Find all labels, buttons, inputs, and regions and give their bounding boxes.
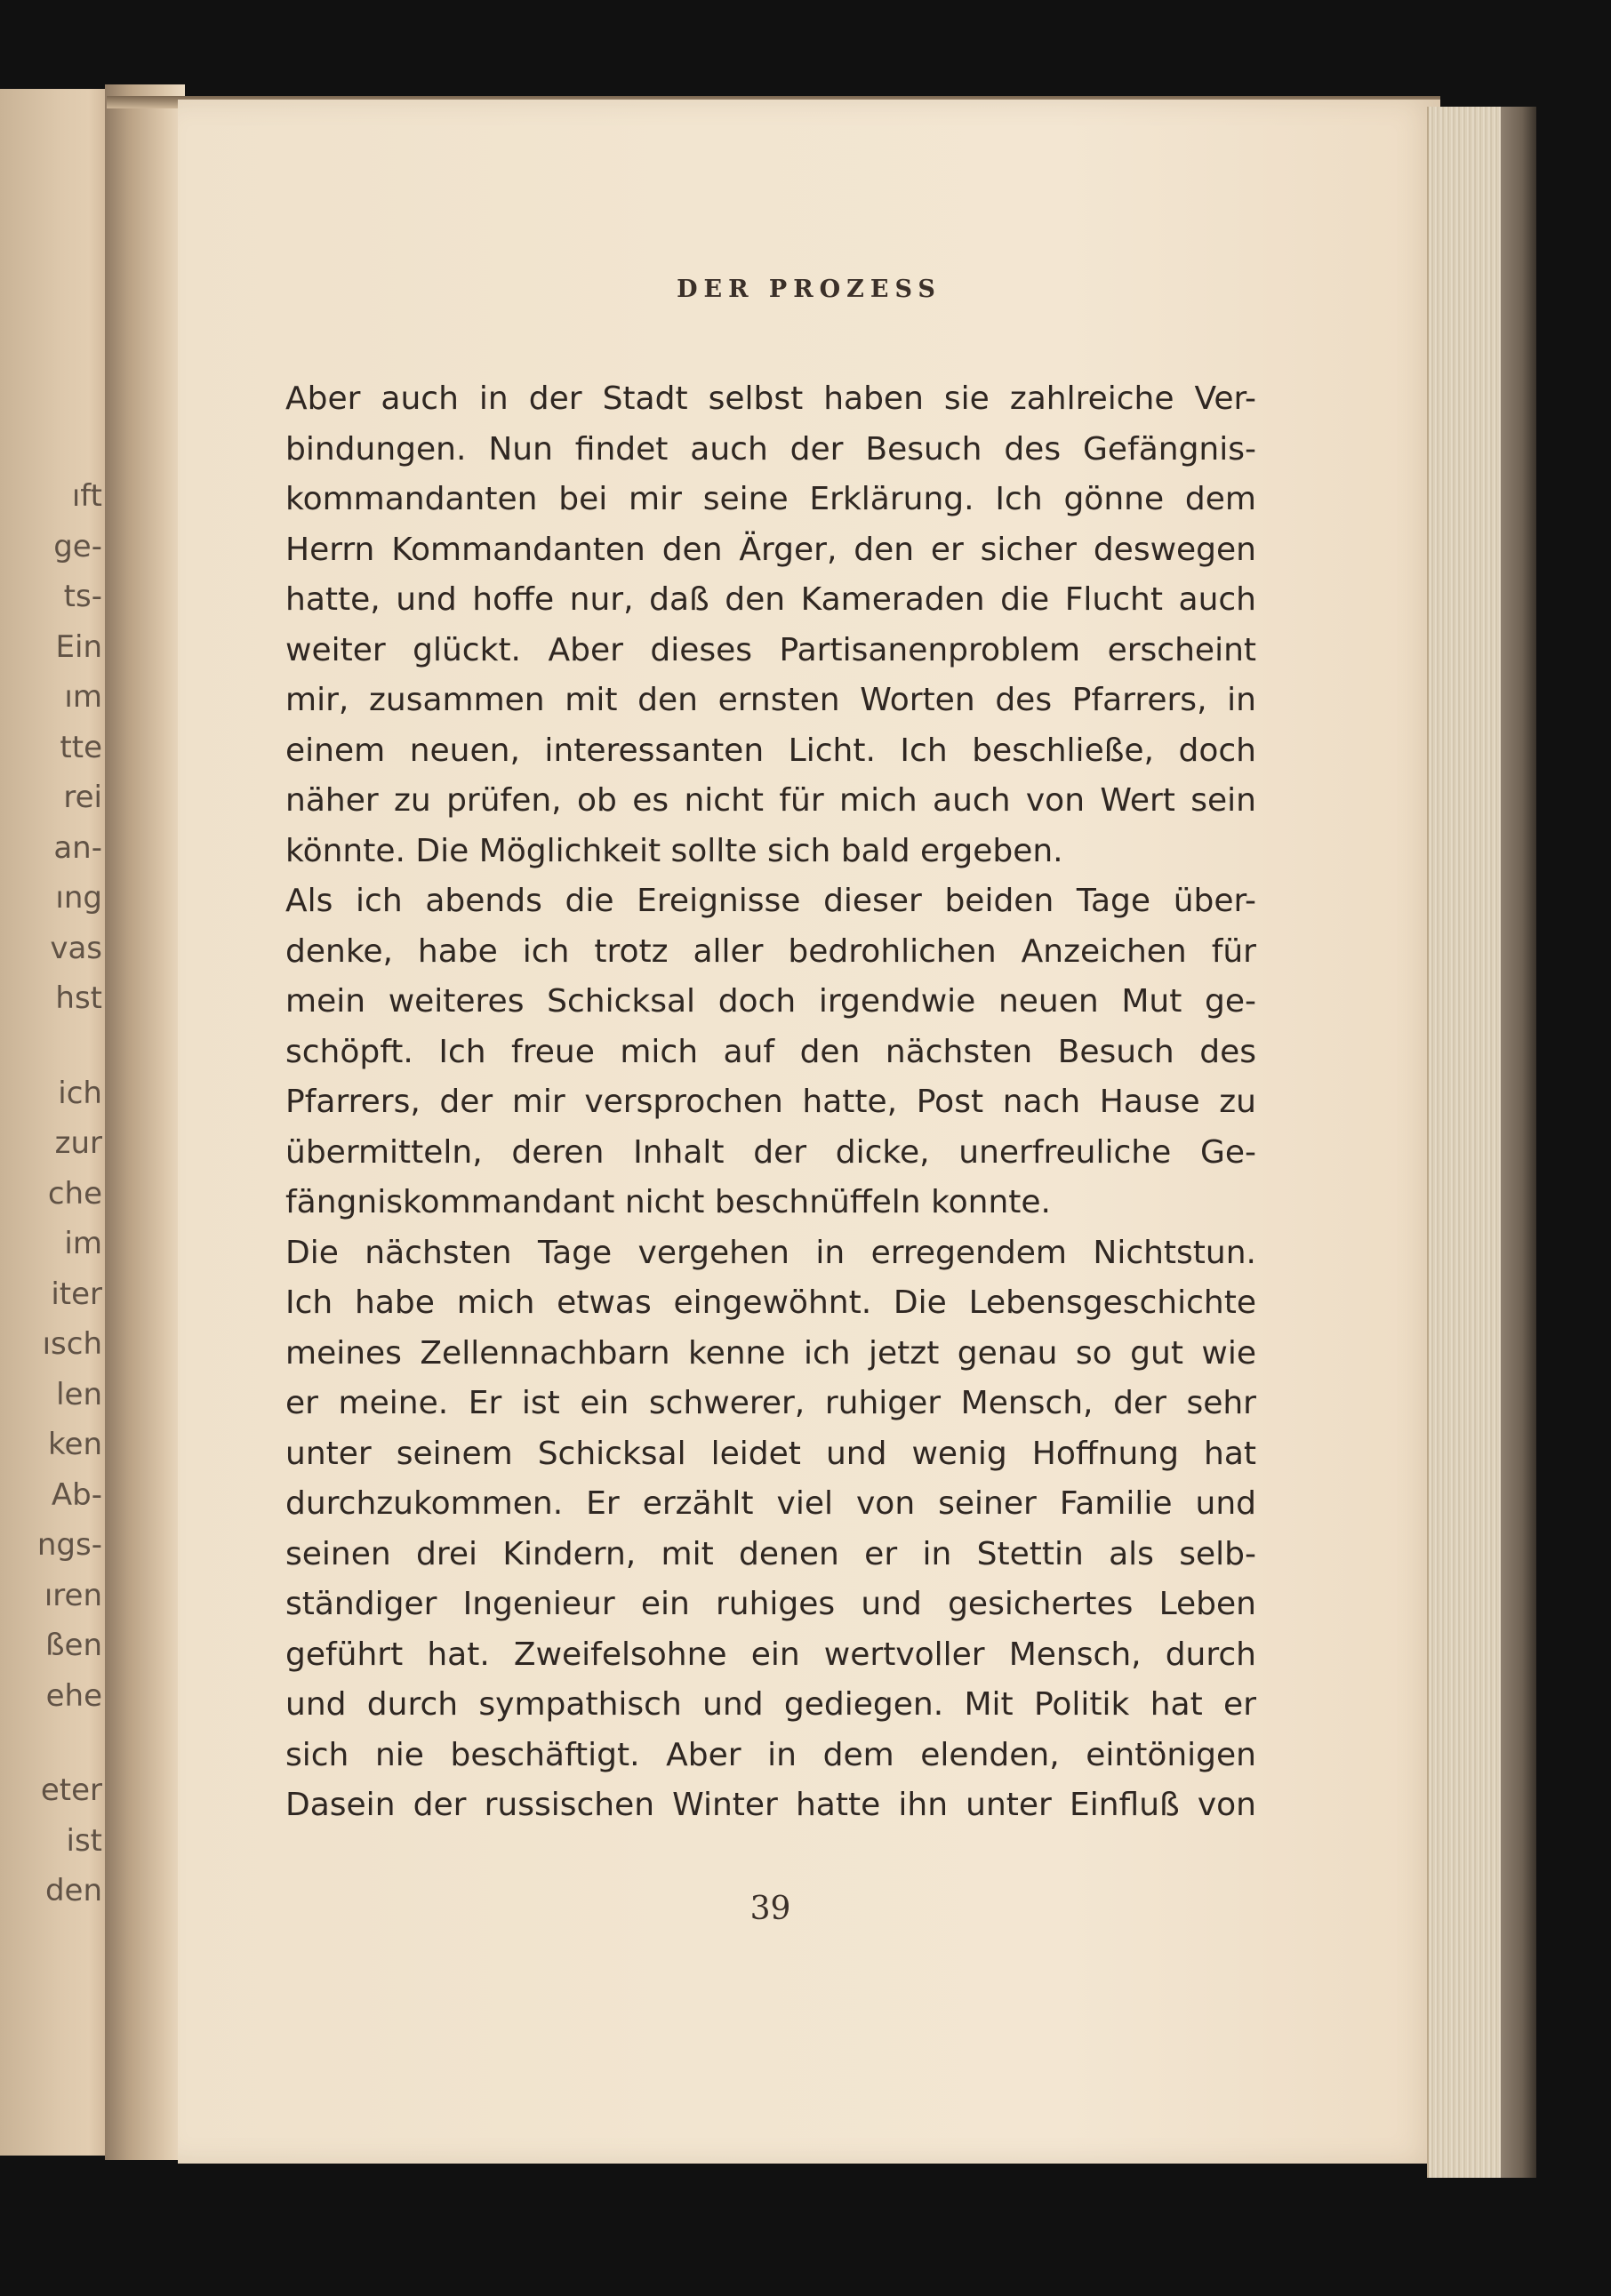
text-line: Ich habe mich etwas eingewöhnt. Die Lebensgeschichte — [285, 1284, 1256, 1321]
previous-page-fragment: che — [47, 1175, 102, 1212]
previous-page-fragment: ist — [66, 1822, 102, 1859]
running-head: DER PROZESS — [677, 276, 942, 303]
text-line: könnte. Die Möglichkeit sollte sich bald ergeben. — [285, 832, 1063, 869]
previous-page-fragment: ts- — [63, 579, 102, 614]
text-line: übermitteln, deren Inhalt der dicke, unerfreuliche Ge- — [285, 1133, 1256, 1171]
previous-page-fragment: ısch — [42, 1326, 102, 1362]
text-line: fängniskommandant nicht beschnüffeln konnte. — [285, 1184, 1051, 1220]
text-line: Als ich abends die Ereignisse dieser beiden Tage über- — [285, 883, 1256, 919]
page-number: 39 — [749, 1891, 791, 1927]
text-line: hatte, und hoffe nur, daß den Kameraden die Flucht auch — [285, 581, 1256, 618]
book-gutter — [105, 84, 185, 2160]
previous-page-fragment: ım — [64, 679, 102, 715]
previous-page-fragment: vas — [50, 930, 102, 966]
text-line: und durch sympathisch und gediegen. Mit Politik hat er — [285, 1686, 1256, 1723]
text-line: er meine. Er ist ein schwerer, ruhiger Mensch, der sehr — [285, 1385, 1256, 1421]
previous-page-fragment: eter — [40, 1772, 102, 1808]
text-line: ständiger Ingenieur ein ruhiges und gesichertes Leben — [285, 1586, 1256, 1622]
text-line: seinen drei Kindern, mit denen er in Stettin als selb- — [285, 1535, 1256, 1572]
previous-page-fragment: ge- — [53, 528, 102, 564]
previous-page-fragment: ßen — [45, 1628, 102, 1663]
text-line: Pfarrers, der mir versprochen hatte, Post nach Hause zu — [285, 1084, 1256, 1120]
previous-page-fragment: iter — [51, 1276, 102, 1312]
previous-page-fragment: ıng — [55, 880, 102, 916]
text-line: schöpft. Ich freue mich auf den nächsten Besuch des — [285, 1033, 1256, 1070]
text-line: durchzukommen. Er erzählt viel von seiner Familie und — [285, 1485, 1256, 1522]
text-line: Aber auch in der Stadt selbst haben sie zahlreiche Ver- — [285, 380, 1256, 417]
text-line: bindungen. Nun findet auch der Besuch des Gefängnis- — [285, 430, 1256, 468]
text-line: unter seinem Schicksal leidet und wenig Hoffnung hat — [285, 1435, 1256, 1472]
previous-page-fragment: ıren — [44, 1577, 102, 1613]
text-line: mir, zusammen mit den ernsten Worten des Pfarrers, in — [285, 682, 1256, 718]
text-line: meines Zellennachbarn kenne ich jetzt genau so gut wie — [285, 1334, 1256, 1372]
previous-page-fragment — [0, 1024, 111, 1068]
text-line: denke, habe ich trotz aller bedrohlichen Anzeichen für — [285, 932, 1256, 970]
text-line: weiter glückt. Aber dieses Partisanenproblem erscheint — [285, 631, 1256, 668]
text-line: Die nächsten Tage vergehen in erregendem Nichtstun. — [285, 1234, 1256, 1271]
text-line: geführt hat. Zweifelsohne ein wertvoller Mensch, durch — [285, 1636, 1256, 1673]
previous-page-fragment: im — [64, 1226, 102, 1261]
text-line: mein weiteres Schicksal doch irgendwie neuen Mut ge- — [285, 983, 1256, 1020]
previous-page-fragment: ich — [58, 1075, 102, 1111]
previous-page-fragment: hst — [55, 980, 102, 1016]
previous-page-fragment: tte — [60, 729, 102, 765]
previous-page-fragment: Ein — [55, 628, 102, 665]
text-line: Dasein der russischen Winter hatte ihn unter Einfluß von — [285, 1787, 1256, 1823]
previous-page-fragment: len — [56, 1376, 102, 1412]
previous-page-fragment: ngs- — [36, 1527, 102, 1563]
page-body-text — [285, 374, 1256, 1831]
previous-page-text-fragments — [0, 471, 111, 1982]
previous-page-fragment: ken — [48, 1427, 102, 1462]
previous-page-fragment: Ab- — [51, 1476, 102, 1513]
book-cover-edge — [1501, 107, 1536, 2178]
previous-page-fragment: ehe — [45, 1677, 102, 1714]
previous-page — [0, 89, 111, 2156]
text-line: Herrn Kommandanten den Ärger, den er sicher deswegen — [285, 531, 1256, 568]
previous-page-fragment: rei — [63, 780, 102, 815]
previous-page-fragment: ıft — [71, 478, 102, 514]
text-line: sich nie beschäftigt. Aber in dem elenden, eintönigen — [285, 1736, 1256, 1773]
previous-page-fragment: zur — [54, 1125, 102, 1161]
text-line: kommandanten bei mir seine Erklärung. Ich gönne dem — [285, 481, 1256, 517]
previous-page-fragment: den — [44, 1873, 102, 1908]
previous-page-fragment: an- — [53, 829, 102, 866]
previous-page-fragment — [0, 1721, 111, 1765]
text-line: einem neuen, interessanten Licht. Ich beschließe, doch — [285, 732, 1256, 769]
text-line: näher zu prüfen, ob es nicht für mich auch von Wert sein — [285, 782, 1256, 819]
